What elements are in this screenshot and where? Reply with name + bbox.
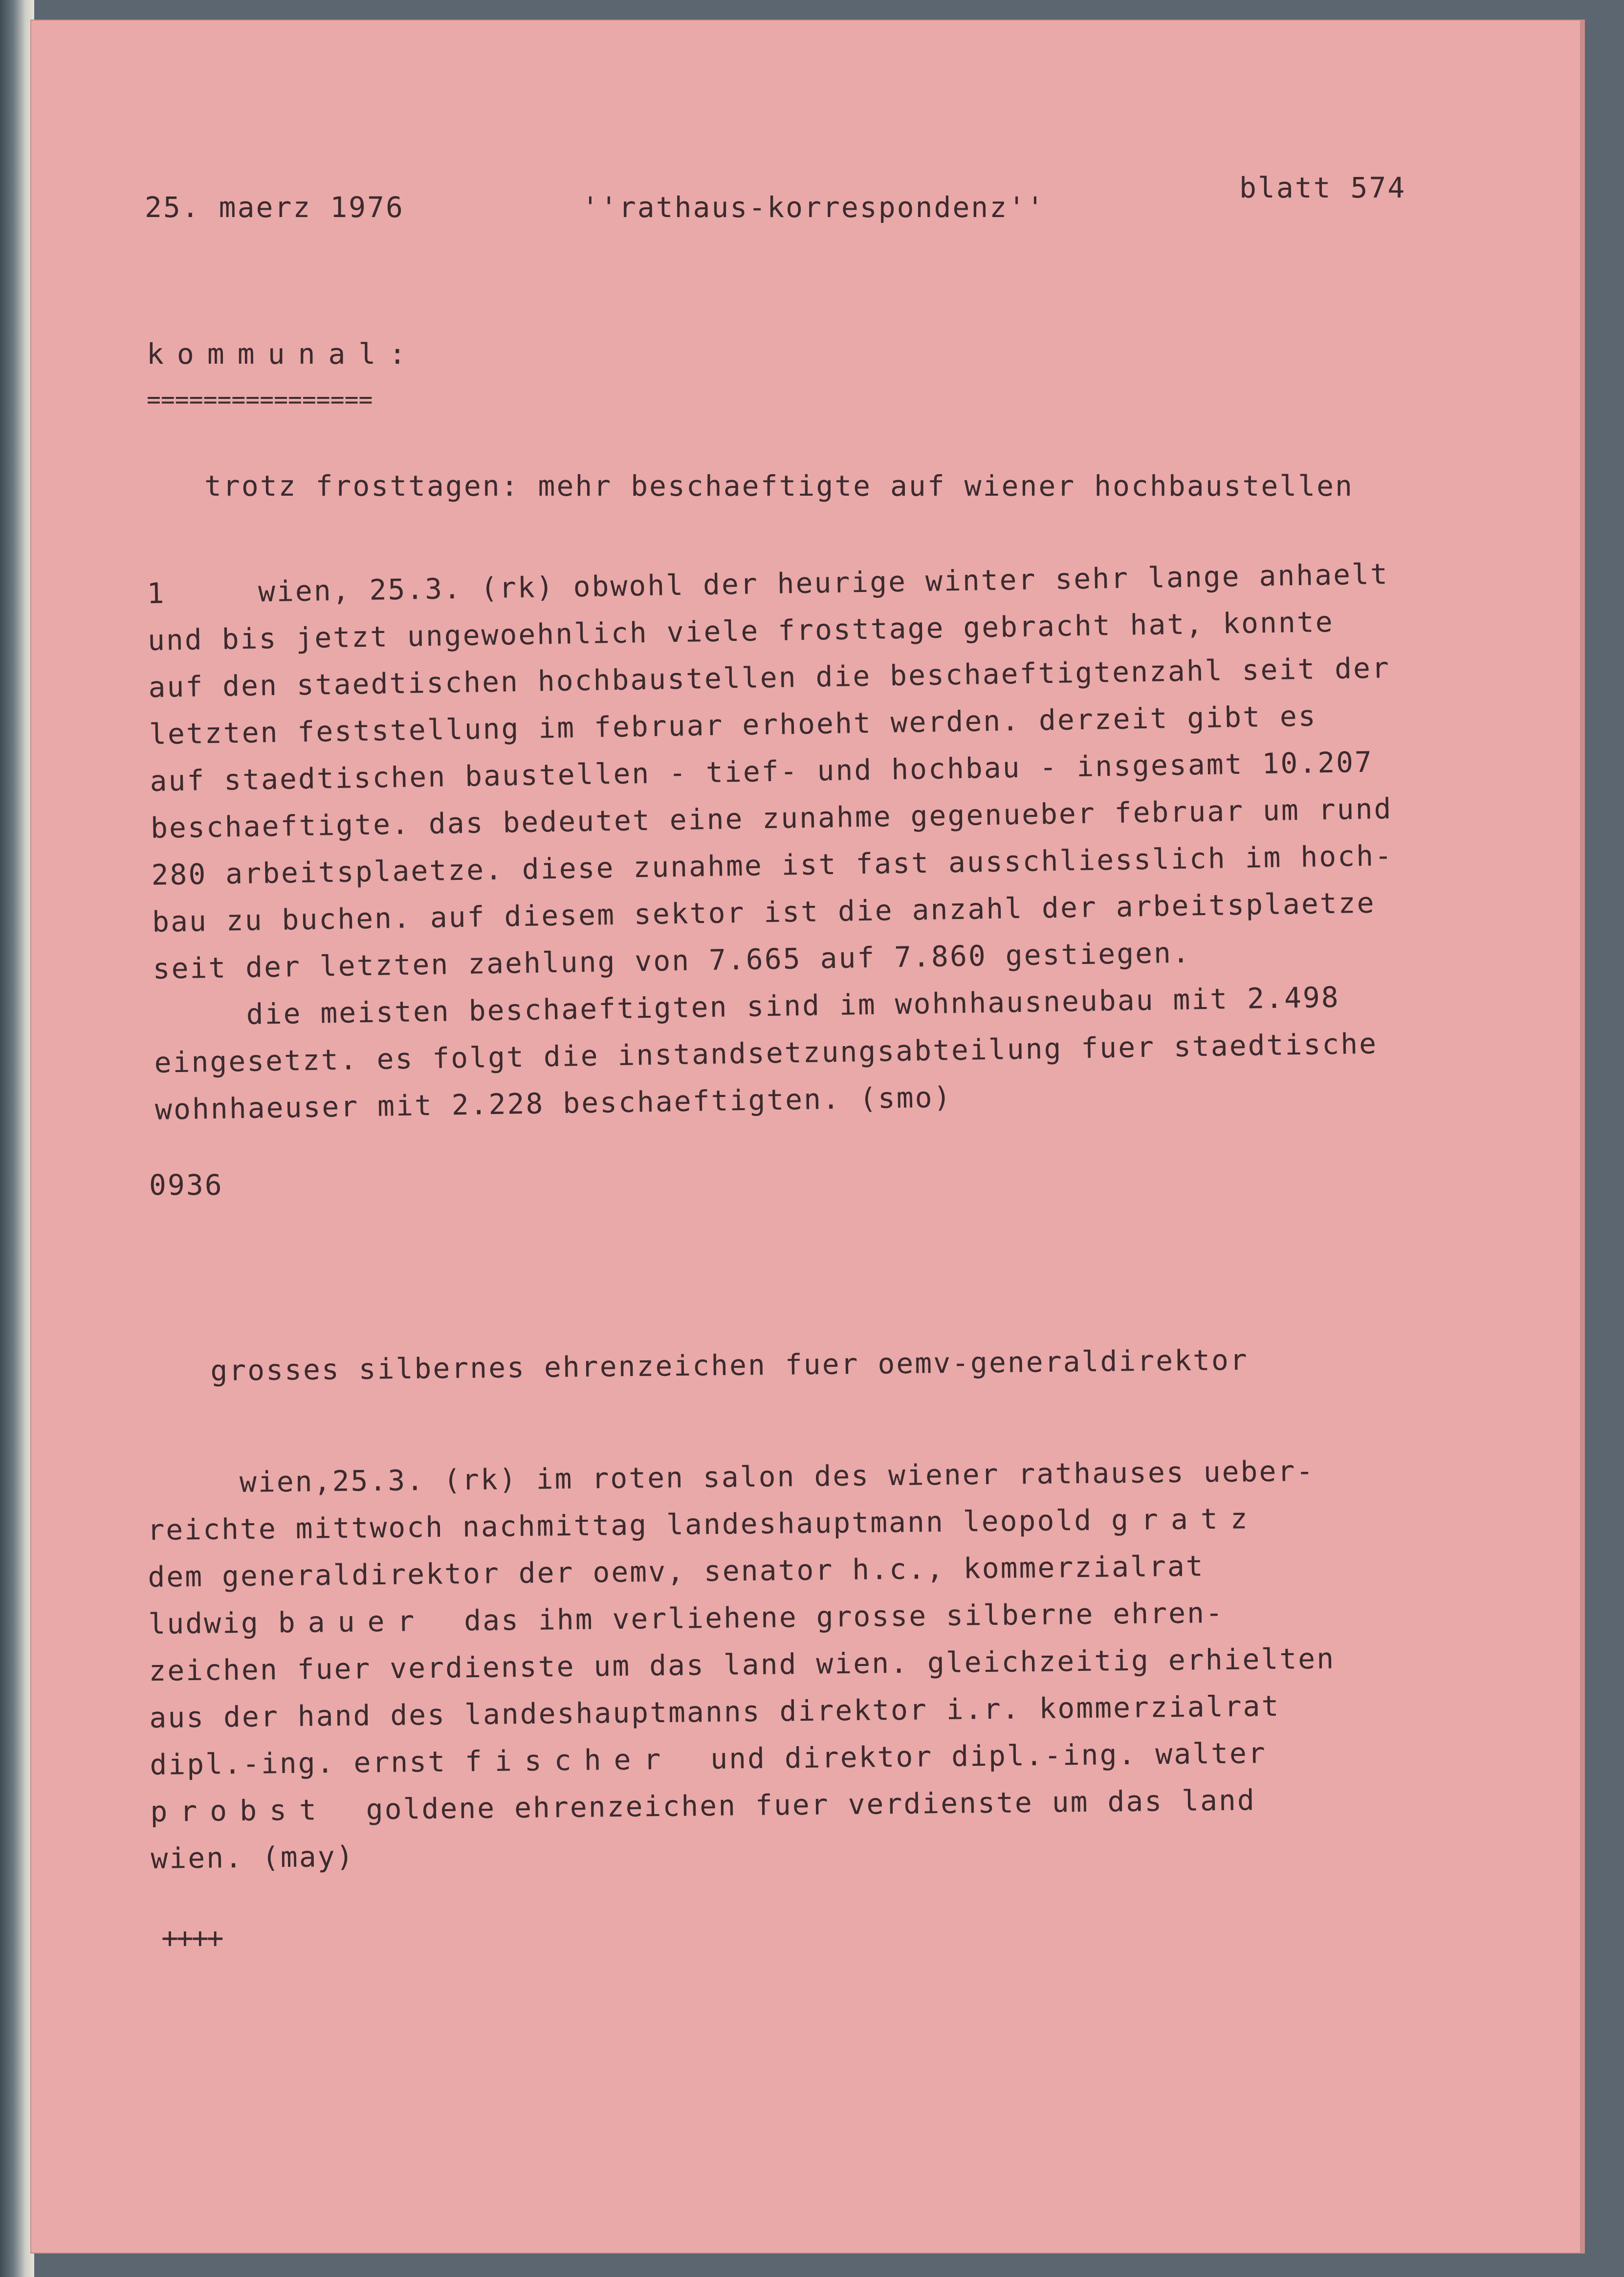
body-line-start: reichte mittwoch nachmittag landeshauptmann leopold xyxy=(147,1503,1112,1547)
body-line: beschaeftigte. das bedeutet eine zunahme gegenueber februar um rund xyxy=(150,792,1393,845)
name-bauer: bauer xyxy=(278,1604,427,1640)
body-line: zeichen fuer verdienste um das land wien. gleichzeitig erhielten xyxy=(149,1642,1336,1687)
end-mark: ++++ xyxy=(161,1921,222,1954)
body-line: wohnhaeuser mit 2.228 beschaeftigten. (smo) xyxy=(154,1080,952,1126)
body-line: 1 wien, 25.3. (rk) obwohl der heurige winter sehr lange anhaelt xyxy=(147,557,1389,610)
body-line: auf staedtischen baustellen - tief- und hochbau - insgesamt 10.207 xyxy=(150,745,1374,798)
page-edge xyxy=(1580,20,1585,2254)
article2-body xyxy=(147,1454,1338,1889)
body-line: wien,25.3. (rk) im roten salon des wiener rathauses ueber- xyxy=(147,1454,1315,1500)
body-line-end: das ihm verliehene grosse silberne ehren- xyxy=(427,1596,1225,1638)
body-line-end: goldene ehrenzeichen fuer verdienste um das land xyxy=(329,1783,1256,1827)
header-page-number: blatt 574 xyxy=(1239,171,1406,204)
body-line-start: dipl.-ing. ernst xyxy=(150,1745,465,1781)
binder-strip xyxy=(0,0,34,2277)
body-line: bau zu buchen. auf diesem sektor ist die anzahl der arbeitsplaetze xyxy=(152,886,1376,939)
body-line: letzten feststellung im februar erhoeht werden. derzeit gibt es xyxy=(149,699,1317,751)
body-line: dem generaldirektor der oemv, senator h.c., kommerzialrat xyxy=(148,1549,1205,1594)
body-line: die meisten beschaeftigten sind im wohnhausneubau mit 2.498 xyxy=(153,980,1340,1032)
body-line: eingesetzt. es folgt die instandsetzungsabteilung fuer staedtische xyxy=(154,1027,1378,1079)
body-line: wien. (may) xyxy=(151,1839,355,1875)
article1-code: 0936 xyxy=(149,1168,223,1202)
section-underline: ================ xyxy=(147,386,373,414)
article1-body xyxy=(147,557,1397,1140)
body-line-start: ludwig xyxy=(148,1606,279,1641)
article1-headline: trotz frosttagen: mehr beschaeftigte auf wiener hochbaustellen xyxy=(204,469,1354,503)
body-line: auf den staedtischen hochbaustellen die beschaeftigtenzahl seit der xyxy=(148,651,1391,704)
name-fischer: fischer xyxy=(464,1742,674,1778)
section-title: kommunal: xyxy=(147,337,419,371)
body-line: 280 arbeitsplaetze. diese zunahme ist fast ausschliesslich im hoch- xyxy=(151,839,1394,892)
header-date: 25. maerz 1976 xyxy=(145,191,404,224)
body-line: aus der hand des landeshauptmanns direktor i.r. kommerzialrat xyxy=(149,1689,1280,1734)
body-line: seit der letzten zaehlung von 7.665 auf 7.860 gestiegen. xyxy=(153,936,1191,985)
header-title: ''rathaus-korrespondenz'' xyxy=(582,191,1045,224)
name-gratz: gratz xyxy=(1111,1502,1260,1537)
body-line-end: und direktor dipl.-ing. walter xyxy=(673,1736,1267,1776)
name-probst: probst xyxy=(150,1793,329,1828)
article2-headline: grosses silbernes ehrenzeichen fuer oemv-generaldirektor xyxy=(210,1343,1249,1387)
body-line: und bis jetzt ungewoehnlich viele frosttage gebracht hat, konnte xyxy=(147,605,1335,657)
